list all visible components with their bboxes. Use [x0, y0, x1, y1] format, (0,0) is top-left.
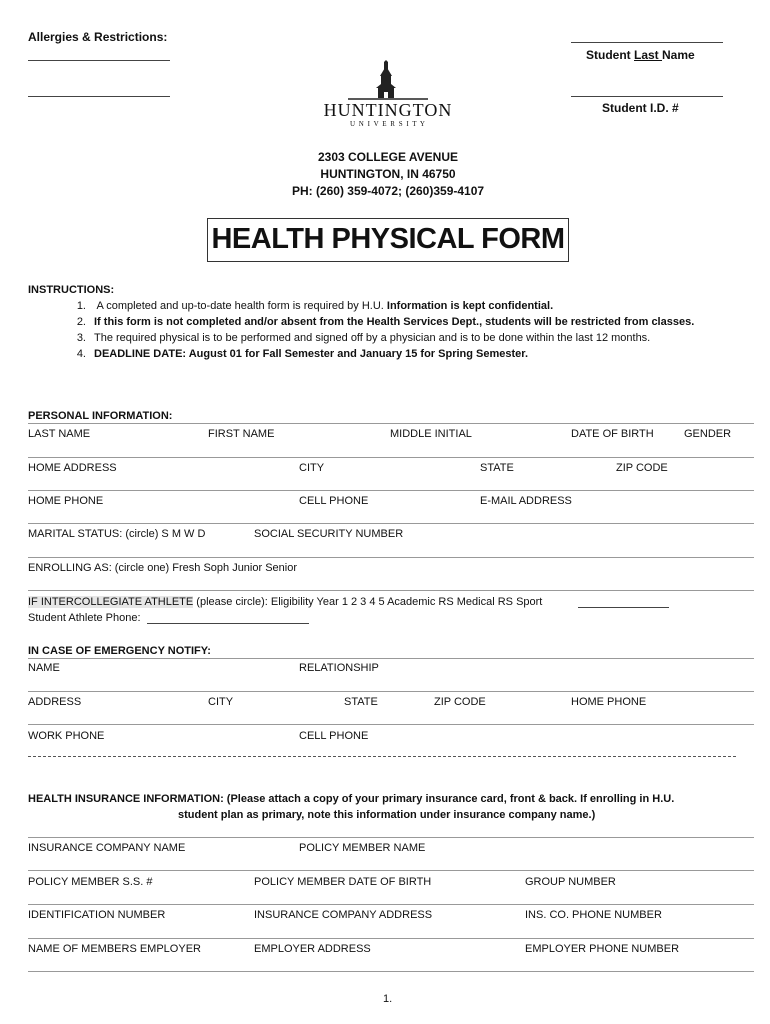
student-last-name-line[interactable]	[571, 42, 723, 43]
instruction-item-1: 1. A completed and up-to-date health form is required by H.U. Information is kept confidential.	[76, 300, 554, 312]
emergency-home-phone-field[interactable]: HOME PHONE	[571, 696, 647, 708]
divider	[28, 423, 754, 424]
emergency-cell-phone-field[interactable]: CELL PHONE	[299, 730, 369, 742]
athlete-field[interactable]: IF INTERCOLLEGIATE ATHLETE (please circle): Eligibility Year 1 2 3 4 5 Academic RS Medical RS Sport	[28, 596, 543, 608]
logo-subtitle: U N I V E R S I T Y	[350, 120, 426, 128]
zip-code-field[interactable]: ZIP CODE	[616, 462, 668, 474]
athlete-phone-line[interactable]	[147, 623, 309, 624]
insurance-heading-2: student plan as primary, note this information under insurance company name.)	[178, 809, 596, 821]
personal-info-heading: PERSONAL INFORMATION:	[28, 410, 173, 422]
divider	[28, 457, 754, 458]
enrolling-as-field[interactable]: ENROLLING AS: (circle one) Fresh Soph Junior Senior	[28, 562, 298, 574]
first-name-field[interactable]: FIRST NAME	[208, 428, 275, 440]
ins-co-phone-field[interactable]: INS. CO. PHONE NUMBER	[525, 909, 662, 921]
insurance-company-address-field[interactable]: INSURANCE COMPANY ADDRESS	[254, 909, 433, 921]
divider	[28, 523, 754, 524]
ssn-field[interactable]: SOCIAL SECURITY NUMBER	[254, 528, 404, 540]
identification-number-field[interactable]: IDENTIFICATION NUMBER	[28, 909, 166, 921]
instruction-item-3: 3. The required physical is to be performed and signed off by a physician and is to be done within the last 12 months.	[76, 332, 651, 344]
divider	[28, 724, 754, 725]
emergency-heading: IN CASE OF EMERGENCY NOTIFY:	[28, 645, 211, 657]
employer-name-field[interactable]: NAME OF MEMBERS EMPLOYER	[28, 943, 201, 955]
home-address-field[interactable]: HOME ADDRESS	[28, 462, 117, 474]
state-field[interactable]: STATE	[480, 462, 514, 474]
divider	[28, 938, 754, 939]
student-last-name-label: Student Last Name	[586, 48, 695, 62]
last-name-field[interactable]: LAST NAME	[28, 428, 91, 440]
city-field[interactable]: CITY	[299, 462, 325, 474]
chapel-icon	[318, 58, 458, 102]
divider	[28, 557, 754, 558]
athlete-phone-label: Student Athlete Phone:	[28, 612, 141, 624]
allergies-line-1[interactable]	[28, 60, 170, 61]
student-id-line[interactable]	[571, 96, 723, 97]
middle-initial-field[interactable]: MIDDLE INITIAL	[390, 428, 472, 440]
email-field[interactable]: E-MAIL ADDRESS	[480, 495, 572, 507]
allergies-line-2[interactable]	[28, 96, 170, 97]
divider	[28, 971, 754, 972]
relationship-field[interactable]: RELATIONSHIP	[299, 662, 379, 674]
emergency-zip-field[interactable]: ZIP CODE	[434, 696, 486, 708]
insurance-heading-1: HEALTH INSURANCE INFORMATION: (Please attach a copy of your primary insurance card, front & back. If enrolling in H.U.	[28, 793, 675, 805]
sport-line[interactable]	[578, 607, 669, 608]
insurance-company-name-field[interactable]: INSURANCE COMPANY NAME	[28, 842, 186, 854]
group-number-field[interactable]: GROUP NUMBER	[525, 876, 616, 888]
divider	[28, 658, 754, 659]
emergency-city-field[interactable]: CITY	[208, 696, 234, 708]
address-line-2: HUNTINGTON, IN 46750	[320, 167, 456, 181]
instructions-heading: INSTRUCTIONS:	[28, 284, 115, 296]
employer-address-field[interactable]: EMPLOYER ADDRESS	[254, 943, 371, 955]
work-phone-field[interactable]: WORK PHONE	[28, 730, 105, 742]
form-title: HEALTH PHYSICAL FORM	[211, 223, 565, 255]
emergency-state-field[interactable]: STATE	[344, 696, 378, 708]
cell-phone-field[interactable]: CELL PHONE	[299, 495, 369, 507]
instruction-item-4: 4. DEADLINE DATE: August 01 for Fall Semester and January 15 for Spring Semester.	[76, 348, 529, 360]
divider	[28, 590, 754, 591]
home-phone-field[interactable]: HOME PHONE	[28, 495, 104, 507]
divider	[28, 837, 754, 838]
university-logo	[318, 58, 458, 130]
logo-wordmark: HUNTINGTON	[323, 100, 453, 120]
instruction-item-2: 2. If this form is not completed and/or absent from the Health Services Dept., students will be restricted from classes.	[76, 316, 695, 328]
emergency-address-field[interactable]: ADDRESS	[28, 696, 82, 708]
page-number: 1.	[383, 993, 393, 1005]
emergency-name-field[interactable]: NAME	[28, 662, 60, 674]
policy-member-dob-field[interactable]: POLICY MEMBER DATE OF BIRTH	[254, 876, 432, 888]
gender-field[interactable]: GENDER	[684, 428, 732, 440]
policy-member-ssn-field[interactable]: POLICY MEMBER S.S. #	[28, 876, 153, 888]
address-line-1: 2303 COLLEGE AVENUE	[317, 150, 459, 164]
student-id-label: Student I.D. #	[602, 101, 679, 115]
marital-status-field[interactable]: MARITAL STATUS: (circle) S M W D	[28, 528, 206, 540]
divider	[28, 870, 754, 871]
divider	[28, 490, 754, 491]
allergies-label: Allergies & Restrictions:	[28, 30, 168, 44]
policy-member-name-field[interactable]: POLICY MEMBER NAME	[299, 842, 426, 854]
date-of-birth-field[interactable]: DATE OF BIRTH	[571, 428, 654, 440]
divider	[28, 691, 754, 692]
form-title-box	[207, 218, 569, 262]
emergency-bottom-line	[28, 756, 736, 757]
divider	[28, 904, 754, 905]
phone-line: PH: (260) 359-4072; (260)359-4107	[291, 184, 485, 198]
employer-phone-field[interactable]: EMPLOYER PHONE NUMBER	[525, 943, 680, 955]
